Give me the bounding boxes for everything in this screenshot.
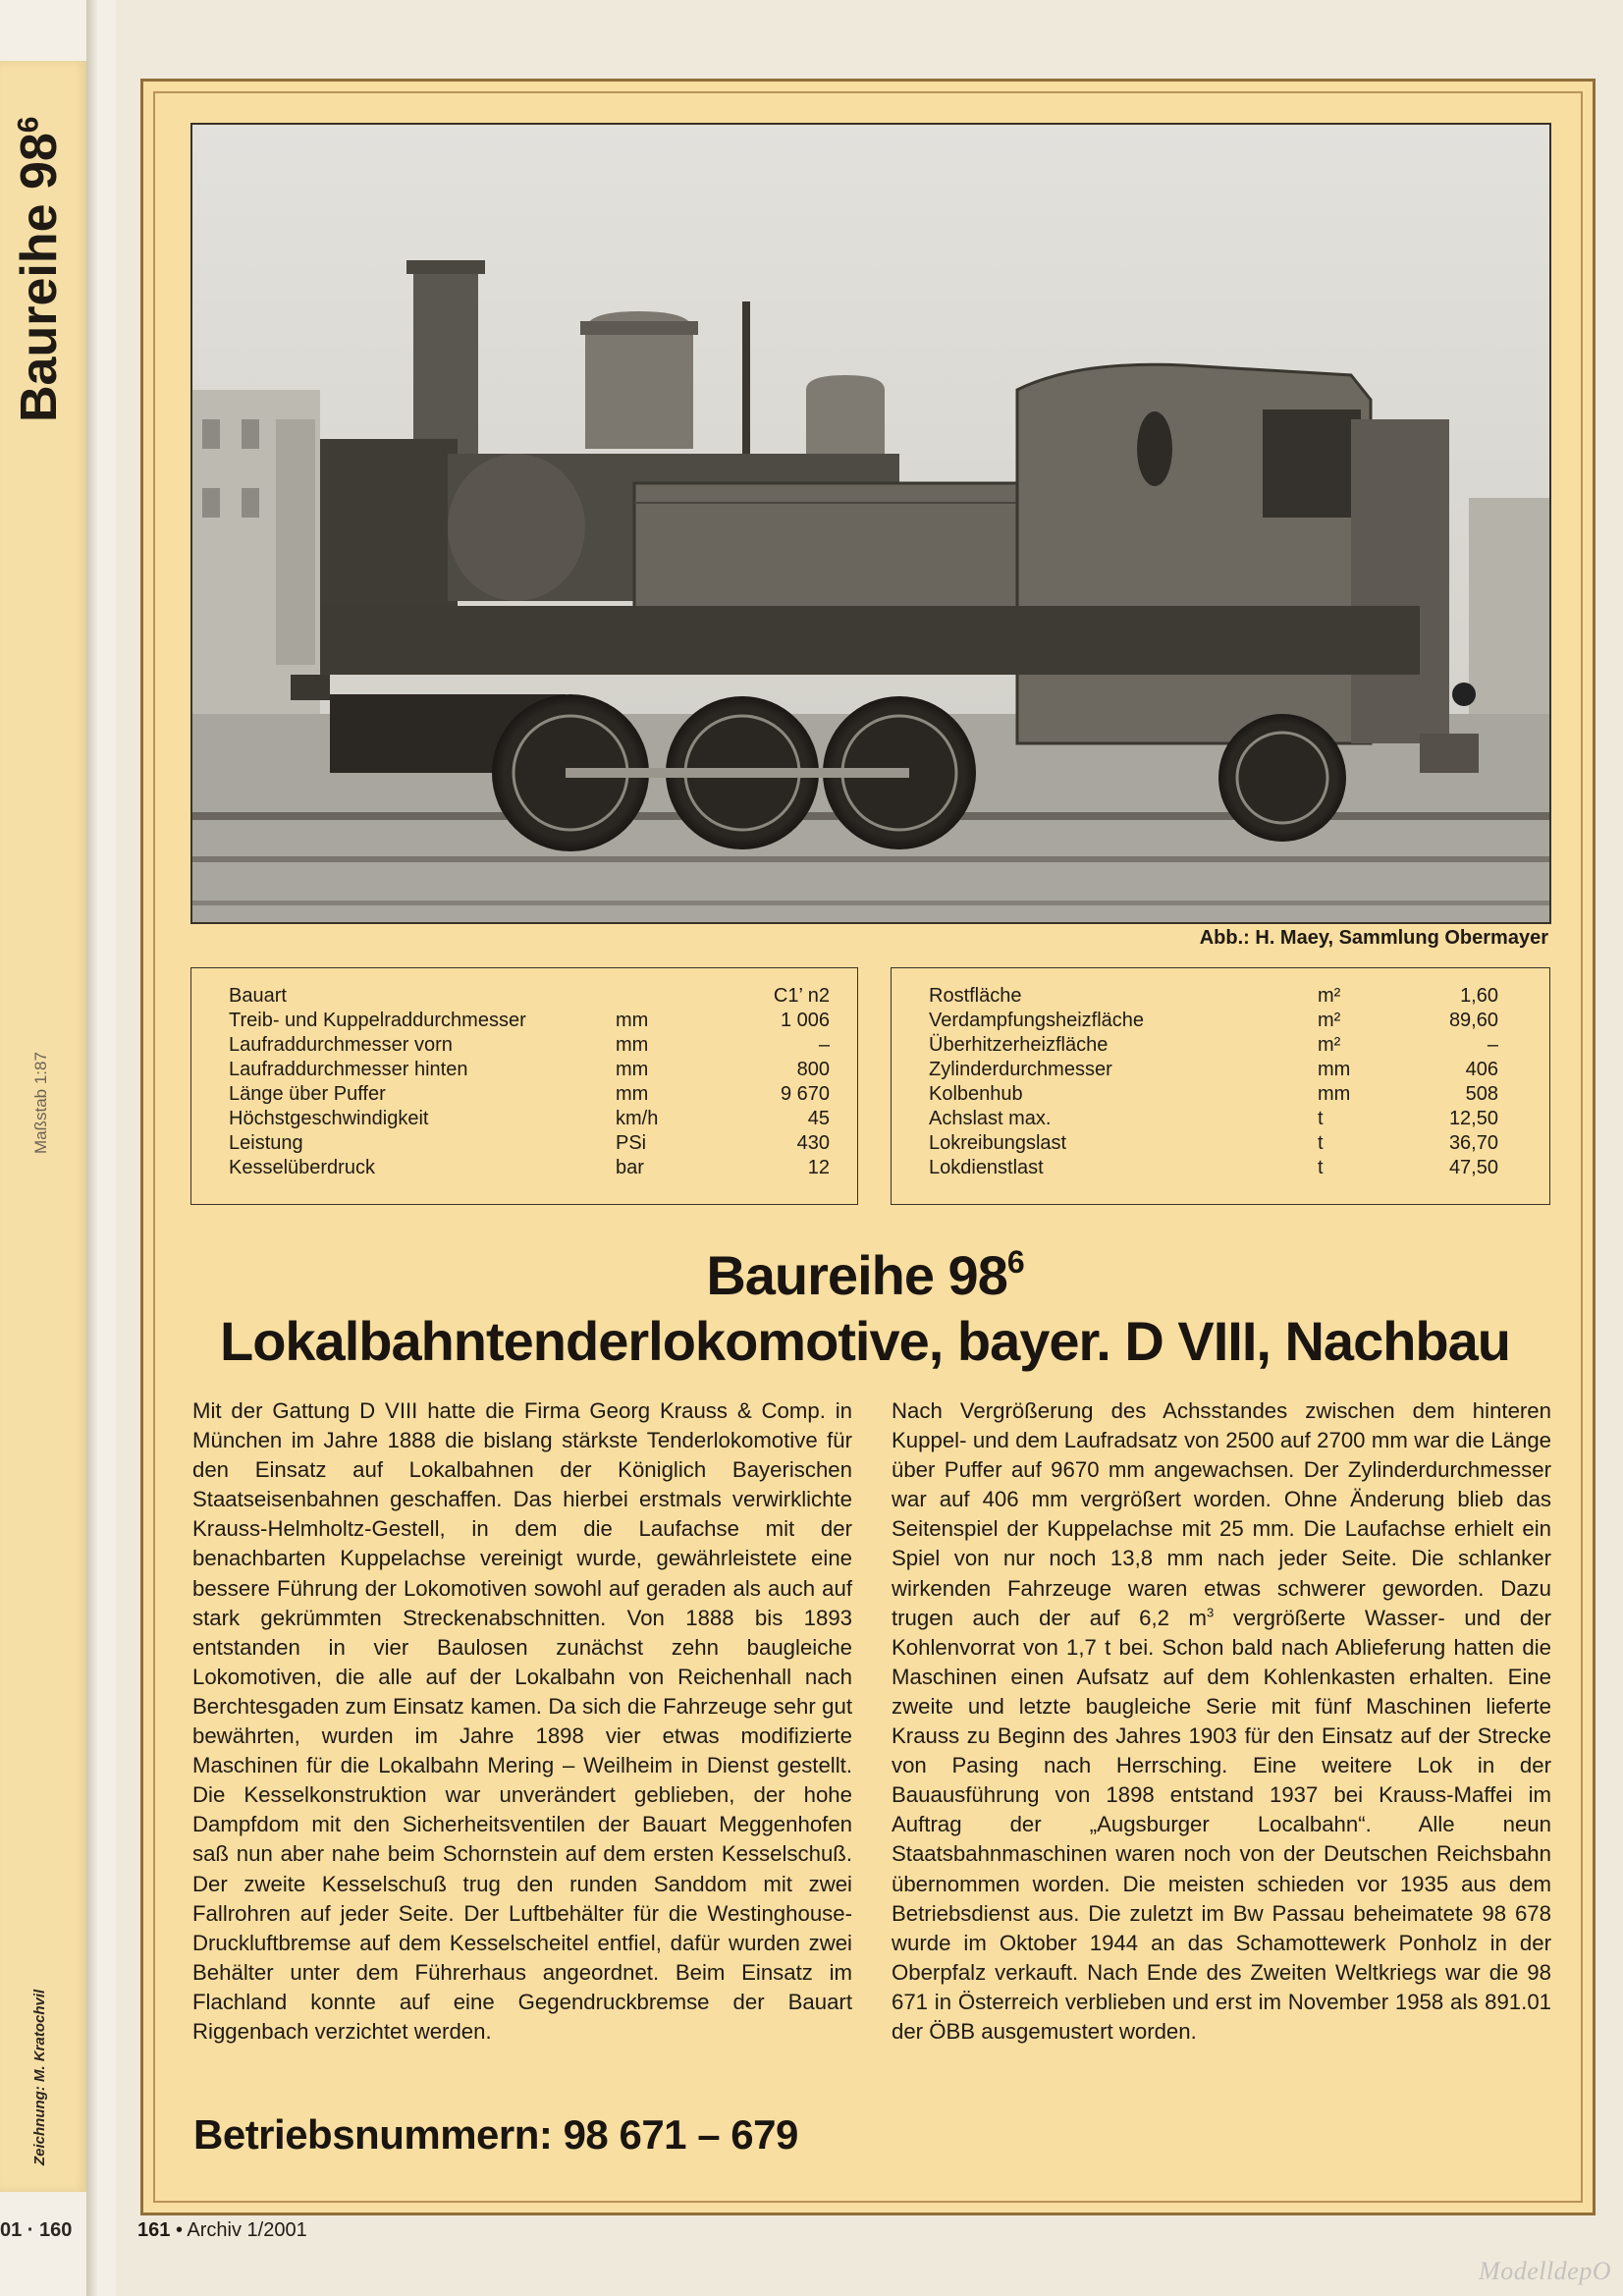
data-right-unit: t — [1318, 1157, 1324, 1178]
data-right-value: 406 — [1465, 1059, 1498, 1080]
data-right-row — [892, 1033, 1549, 1058]
data-left-row — [191, 984, 857, 1009]
data-right-value: 89,60 — [1448, 1010, 1498, 1031]
data-right-row — [892, 1107, 1549, 1131]
data-right-row — [892, 1058, 1549, 1082]
data-left-unit: km/h — [616, 1108, 659, 1129]
data-left-value: 45 — [807, 1108, 830, 1129]
data-left-value: C1’ n2 — [773, 985, 830, 1007]
page-footer — [137, 2219, 307, 2242]
data-right-value: 12,50 — [1448, 1108, 1498, 1129]
data-right-label: Kolbenhub — [929, 1083, 1023, 1105]
data-left-row — [191, 1058, 857, 1082]
data-right-unit: t — [1318, 1132, 1324, 1154]
data-right-label: Rostfläche — [929, 985, 1022, 1007]
data-left-unit: mm — [616, 1010, 649, 1031]
data-left-row — [191, 1107, 857, 1131]
data-right-row — [892, 1156, 1549, 1180]
watermark: ModelldepO — [1479, 2257, 1611, 2285]
issue-label: Archiv 1/2001 — [187, 2219, 307, 2241]
data-left-unit: mm — [616, 1034, 649, 1056]
data-left-label: Laufraddurchmesser hinten — [229, 1059, 468, 1080]
data-right-label: Lokdienstlast — [929, 1157, 1044, 1178]
locomotive-illustration — [192, 125, 1549, 922]
data-left-label: Treib- und Kuppelraddurchmesser — [229, 1010, 526, 1031]
data-left-label: Laufraddurchmesser vorn — [229, 1034, 453, 1056]
data-right-value: 508 — [1465, 1083, 1498, 1105]
data-left-row — [191, 1009, 857, 1033]
previous-page-drawing-credit: Zeichnung: M. Kratochvil — [31, 1989, 48, 2165]
data-right-row — [892, 1131, 1549, 1156]
data-right-value: 1,60 — [1460, 985, 1498, 1007]
photo-credit: Abb.: H. Maey, Sammlung Obermayer — [1199, 927, 1548, 949]
body-text-left: Mit der Gattung D VIII hatte die Firma Georg Krauss & Comp. in München im Jahre 1888 die bislang stärkste Tenderlokomotive für den Einsatz auf Lokalbahnen der Königlich Bayerischen Staatseisenbahnen geschaffen. Das hierbei erstmals verwirklichte Krauss-Helmholtz-Gestell, in dem die Laufachse mit der benachbarten Kuppelachse vereinigt wurde, gewährleistete eine bessere Führung der Lokomotiven sowohl auf geraden als auch auf stark gekrümmten Streckenabschnitten. Von 1888 bis 1893 entstanden in vier Baulosen zunächst zehn baugleiche Lokomotiven, die alle auf der Lokalbahn von Reichenhall nach Berchtesgaden zum Einsatz kamen. Da sich die Fahrzeuge sehr gut bewährten, wurden im Jahre 1898 vier etwas modifizierte Maschinen für die Lokalbahn Mering – Weilheim in Dienst gestellt. Die Kesselkonstruktion war unverändert geblieben, der hohe Dampfdom mit den Sicherheitsventilen der Bauart Meggenhofen saß nun aber nahe beim Schornstein auf dem ersten Kesselschuß. Der zweite Kesselschuß trug den runden Sanddom mit zwei Fallrohren auf jeder Seite. Der Luftbehälter für die Westinghouse-Druckluftbremse auf dem Kesselscheitel entfiel, dafür wurden zwei Behälter unter dem Führerhaus angeordnet. Beim Einsatz im Flachland konnte auf eine Gegendruckbremse der Bauart Riggenbach verzichtet werden. — [192, 1398, 852, 2044]
data-right-unit: t — [1318, 1108, 1324, 1129]
data-right-value: – — [1487, 1034, 1498, 1056]
data-left-value: 12 — [807, 1157, 830, 1178]
page-number: 161 — [137, 2219, 171, 2241]
data-left-unit: mm — [616, 1059, 649, 1080]
data-left-label: Höchstgeschwindigkeit — [229, 1108, 429, 1129]
previous-page-number: 01 · 160 — [0, 2219, 73, 2241]
body-text-right: Nach Vergrößerung des Achsstandes zwischen dem hinteren Kuppel- und dem Laufradsatz von 2500 auf 2700 mm war die Länge über Puffer auf 9670 mm angewachsen. Der Zylinderdurchmesser war auf 406 mm vergrößert worden. Ohne Änderung blieb das Seitenspiel der Kuppelachse mit 25 mm. Die Laufachse erhielt ein Spiel von nur noch 13,8 mm nach jeder Seite. Die schlanker wirkenden Fahrzeuge waren etwas schwerer geworden. Dazu trugen auch der auf 6,2 $m^3$ vergrößerte Wasser- und der Kohlenvorrat von 1,7 t bei. Schon bald nach Ablieferung hatten die Maschinen einen Aufsatz auf dem Kohlenkasten erhalten. Eine zweite und letzte baugleiche Serie mit fünf Maschinen lieferte Krauss zu Beginn des Jahres 1903 für den Einsatz auf der Strecke von Pasing nach Herrsching. Eine weitere Lok in der Bauausführung von 1898 entstand 1937 bei Krauss-Maffei im Auftrag der „Augsburger Localbahn“. Alle neun Staatsbahnmaschinen waren noch von der Deutschen Reichsbahn übernommen worden. Die meisten schieden vor 1935 aus dem Betriebsdienst aus. Die zuletzt im Bw Passau beheimatete 98 678 wurde im Oktober 1944 an das Schamottewerk Ponholz in der Oberpfalz verkauft. Nach Ende des Zweiten Weltkriegs war die 98 671 in Österreich verblieben und erst im November 1958 als 891.01 der ÖBB ausgemustert worden. — [892, 1398, 1551, 2044]
locomotive-photo — [190, 123, 1551, 924]
headline-series: Baureihe $98^6$ — [706, 1244, 1024, 1306]
data-right-row — [892, 1009, 1549, 1033]
data-left-label: Bauart — [229, 985, 287, 1007]
previous-page-edge — [0, 0, 98, 2296]
data-left-label: Kesselüberdruck — [229, 1157, 375, 1178]
page-gutter — [86, 0, 116, 2296]
technical-data-right-rows — [892, 984, 1549, 1180]
headline-subtitle: Lokalbahntenderlokomotive, bayer. D VIII, Nachbau — [219, 1310, 1510, 1372]
data-right-unit: mm — [1318, 1059, 1351, 1080]
data-left-value: 9 670 — [780, 1083, 830, 1105]
data-right-row — [892, 1082, 1549, 1107]
data-right-unit: m² — [1318, 1034, 1341, 1056]
data-left-row — [191, 1082, 857, 1107]
data-right-label: Achslast max. — [929, 1108, 1052, 1129]
footer-separator: • — [175, 2219, 183, 2241]
technical-data-left-rows — [191, 984, 857, 1180]
data-left-row — [191, 1131, 857, 1156]
data-left-unit: PSi — [616, 1132, 647, 1154]
data-right-unit: mm — [1318, 1083, 1351, 1105]
data-right-row — [892, 984, 1549, 1009]
data-right-label: Überhitzerheizfläche — [929, 1034, 1109, 1056]
data-left-label: Länge über Puffer — [229, 1083, 386, 1105]
technical-data-right — [891, 967, 1550, 1205]
data-right-label: Lokreibungslast — [929, 1132, 1067, 1154]
data-left-label: Leistung — [229, 1132, 303, 1154]
article-headline — [140, 1230, 1590, 1375]
data-left-value: 800 — [796, 1059, 830, 1080]
data-left-unit: mm — [616, 1083, 649, 1105]
data-right-label: Verdampfungsheizfläche — [929, 1010, 1145, 1031]
data-right-unit: m² — [1318, 985, 1341, 1007]
previous-page-series-title: Baureihe $98^6$ — [11, 116, 68, 422]
data-left-value: – — [818, 1034, 830, 1056]
data-right-unit: m² — [1318, 1010, 1341, 1031]
data-right-label: Zylinderdurchmesser — [929, 1059, 1112, 1080]
technical-data-left — [190, 967, 858, 1205]
data-left-row — [191, 1033, 857, 1058]
data-left-value: 430 — [796, 1132, 830, 1154]
data-right-value: 47,50 — [1448, 1157, 1498, 1178]
data-left-value: 1 006 — [780, 1010, 830, 1031]
data-right-value: 36,70 — [1448, 1132, 1498, 1154]
data-left-row — [191, 1156, 857, 1180]
data-left-unit: bar — [616, 1157, 644, 1178]
previous-page-scale: Maßstab 1:87 — [31, 1052, 50, 1154]
operating-numbers: Betriebsnummern: 98 671 – 679 — [193, 2111, 798, 2158]
